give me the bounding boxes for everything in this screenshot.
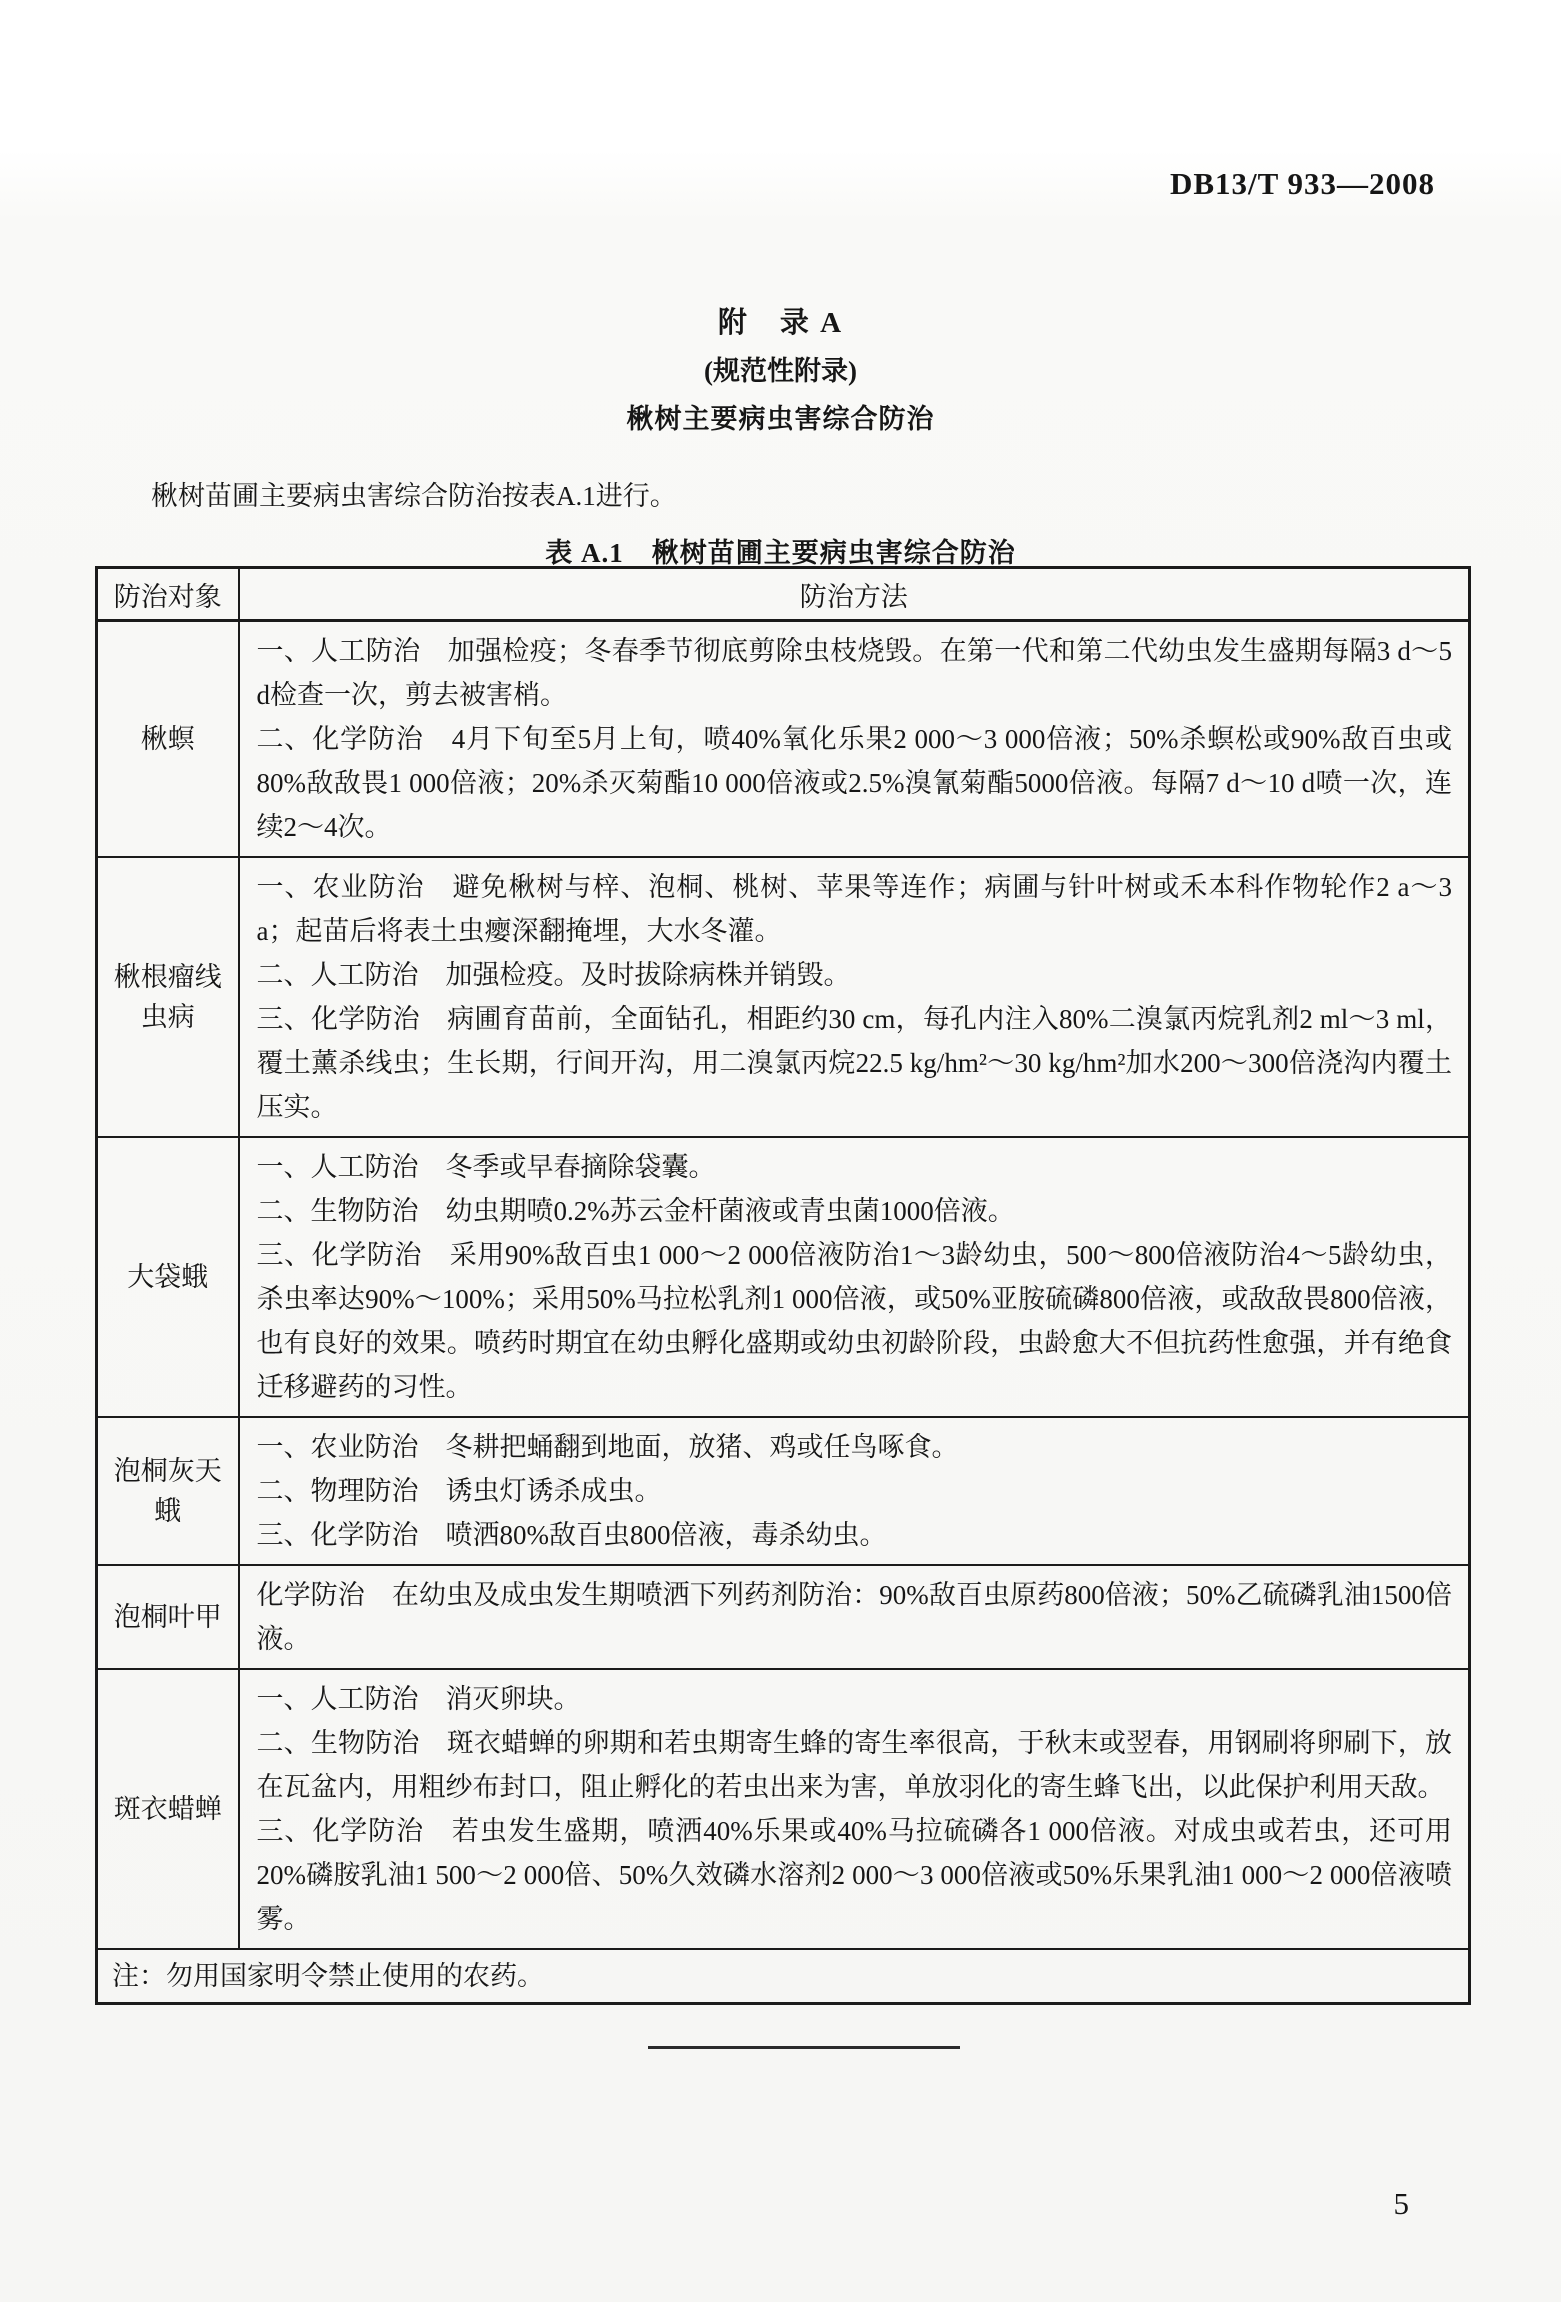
control-methods-cell [239, 1565, 1470, 1669]
control-methods-cell [239, 621, 1470, 858]
method-paragraph: 三、化学防治 采用90%敌百虫1 000～2 000倍液防治1～3龄幼虫，500～800倍液防治4～5龄幼虫，杀虫率达90%～100%；采用50%马拉松乳剂1 000倍液，或50%亚胺硫磷800倍液，或敌敌畏800倍液，也有良好的效果。喷药时期宜在幼虫孵化盛期或幼虫初龄阶段，虫龄愈大不但抗药性愈强，并有绝食迁移避药的习性。 [256, 1240, 1452, 1402]
table-note: 注：勿用国家明令禁止使用的农药。 [97, 1949, 1470, 2004]
method-paragraph: 一、农业防治 冬耕把蛹翻到地面，放猪、鸡或任鸟啄食。 [256, 1432, 959, 1462]
appendix-title: 附 录 A [717, 307, 844, 339]
method-paragraph: 三、化学防治 喷洒80%敌百虫800倍液，毒杀幼虫。 [256, 1520, 887, 1550]
pest-name-cell: 楸根瘤线虫病 [97, 857, 239, 1137]
method-paragraph: 二、人工防治 加强检疫。及时拔除病株并销毁。 [256, 960, 851, 990]
standard-number: DB13/T 933—2008 [1169, 166, 1435, 201]
pest-name-cell: 斑衣蜡蝉 [97, 1669, 239, 1949]
control-methods-cell [239, 857, 1470, 1137]
method-paragraph: 二、物理防治 诱虫灯诱杀成虫。 [256, 1476, 662, 1506]
table-row [97, 1669, 1470, 1949]
method-paragraph: 二、化学防治 4月下旬至5月上旬，喷40%氧化乐果2 000～3 000倍液；50%杀螟松或90%敌百虫或80%敌敌畏1 000倍液；20%杀灭菊酯10 000倍液或2.5%溴氰菊酯5000倍液。每隔7 d～10 d喷一次，连续2～4次。 [256, 724, 1452, 842]
control-methods-cell [239, 1669, 1470, 1949]
appendix-heading: 楸树主要病虫害综合防治 [626, 404, 935, 434]
method-paragraph: 二、生物防治 幼虫期喷0.2%苏云金杆菌液或青虫菌1000倍液。 [256, 1196, 1015, 1226]
pest-name-cell: 泡桐叶甲 [97, 1565, 239, 1669]
table-header-row [97, 568, 1470, 621]
pest-control-table [95, 566, 1471, 2005]
intro-paragraph: 楸树苗圃主要病虫害综合防治按表A.1进行。 [151, 481, 677, 511]
method-paragraph: 一、人工防治 加强检疫；冬春季节彻底剪除虫枝烧毁。在第一代和第二代幼虫发生盛期每隔3 d～5 d检查一次，剪去被害梢。 [256, 636, 1452, 710]
column-header-methods: 防治方法 [239, 568, 1470, 621]
method-paragraph: 二、生物防治 斑衣蜡蝉的卵期和若虫期寄生蜂的寄生率很高，于秋末或翌春，用钢刷将卵刷下，放在瓦盆内，用粗纱布封口，阻止孵化的若虫出来为害，单放羽化的寄生蜂飞出，以此保护利用天敌。 [256, 1728, 1452, 1802]
table-row [97, 1565, 1470, 1669]
method-paragraph: 化学防治 在幼虫及成虫发生期喷洒下列药剂防治：90%敌百虫原药800倍液；50%乙硫磷乳油1500倍液。 [256, 1580, 1452, 1654]
method-paragraph: 三、化学防治 病圃育苗前，全面钻孔，相距约30 cm，每孔内注入80%二溴氯丙烷乳剂2 ml～3 ml，覆土薰杀线虫；生长期，行间开沟，用二溴氯丙烷22.5 kg/hm²～30 kg/hm²加水200～300倍浇沟内覆土压实。 [256, 1004, 1452, 1122]
pest-name-cell: 大袋蛾 [97, 1137, 239, 1417]
pest-name-cell: 泡桐灰天蛾 [97, 1417, 239, 1565]
table-row [97, 621, 1470, 858]
method-paragraph: 一、人工防治 冬季或早春摘除袋囊。 [256, 1152, 716, 1182]
control-methods-cell [239, 1137, 1470, 1417]
method-paragraph: 一、人工防治 消灭卵块。 [256, 1684, 581, 1714]
table-row [97, 857, 1470, 1137]
method-paragraph: 一、农业防治 避免楸树与梓、泡桐、桃树、苹果等连作；病圃与针叶树或禾本科作物轮作2 a～3 a；起苗后将表土虫瘿深翻掩埋，大水冬灌。 [256, 872, 1452, 946]
control-methods-cell [239, 1417, 1470, 1565]
table-row [97, 1137, 1470, 1417]
method-paragraph: 三、化学防治 若虫发生盛期，喷洒40%乐果或40%马拉硫磷各1 000倍液。对成虫或若虫，还可用20%磷胺乳油1 500～2 000倍、50%久效磷水溶剂2 000～3 000倍液或50%乐果乳油1 000～2 000倍液喷雾。 [256, 1816, 1452, 1934]
end-of-text-rule [648, 2046, 960, 2049]
table-caption: 表 A.1 楸树苗圃主要病虫害综合防治 [545, 538, 1016, 568]
pest-name-cell: 楸螟 [97, 621, 239, 858]
table-row [97, 1417, 1470, 1565]
column-header-target: 防治对象 [97, 568, 239, 621]
appendix-subtitle: (规范性附录) [704, 356, 857, 386]
page-number: 5 [1393, 2186, 1409, 2221]
table-note-row [97, 1949, 1470, 2004]
